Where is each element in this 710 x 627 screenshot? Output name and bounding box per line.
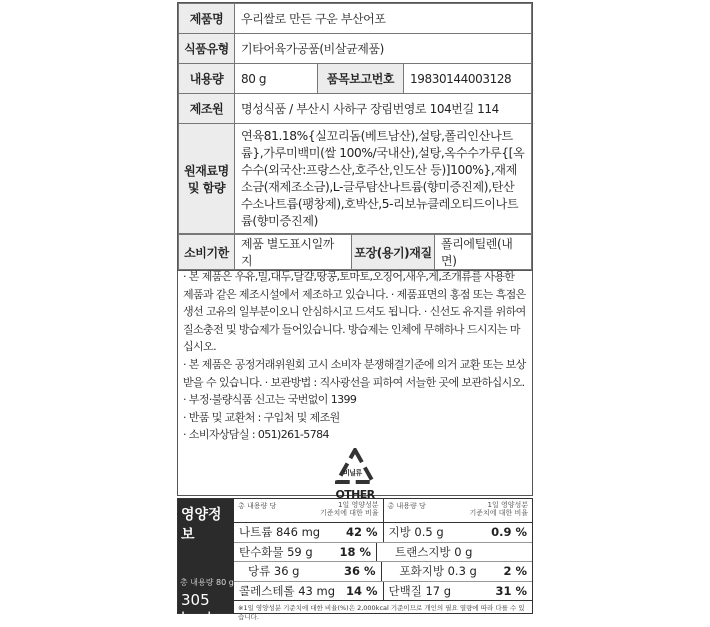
label-packaging: 포장(용기)재질 — [352, 235, 435, 270]
calories: 305 kcal — [181, 591, 212, 627]
nutrient-row: 당류 36 g 36 % — [248, 564, 376, 579]
per-label: 총 내용량 당 — [387, 502, 426, 510]
dv-label: 1일 영양성분 — [338, 501, 379, 509]
expiry: 제품 별도표시일까지 — [235, 235, 352, 270]
ingredients: 연육81.18%{실꼬리돔(베트남산),설탕,폴리인산나트륨},가루미백미(쌀 100%/국내산),설탕,옥수수가루{[옥수수(외국산:프랑스산,호주산,인도산 등)]100%},재제소금(재제조소금),L-글루탐산나트륨(향미증진제),탄산수소나트륨(팽창제),호박산,5-리보뉴클레오티드이나트륨(향미증진제) — [235, 124, 532, 234]
recycle-mark — [183, 448, 527, 504]
label-food-type: 식품유형 — [179, 34, 235, 64]
report-no: 19830144003128 — [404, 64, 532, 94]
label-ingredients: 원재료명 및 함량 — [179, 124, 235, 234]
note: · 소비자상담실 : 051)261-5784 — [183, 428, 329, 442]
dv-label: 기준치에 대한 비율 — [469, 509, 528, 517]
content: 80 g — [235, 64, 318, 94]
label-product-name: 제품명 — [179, 4, 235, 34]
label-manufacturer: 제조원 — [179, 94, 235, 124]
food-type: 기타어육가공품(비살균제품) — [235, 34, 532, 64]
nutrient-row: 트랜스지방 0 g — [376, 543, 532, 562]
note: · 본 제품은 우유,밀,대두,달걀,땅콩,토마토,오징어,새우,게,조개류를 사용한 제품과 같은 제조시설에서 제조하고 있습니다. · 제품표면의 홍점 또는 흑점은 생선 고유의 일부분이오니 안심하시고 드셔도 됩니다. · 신선도 유지를 위하여 질소충전 및 방습제가 들어있습니다. 방습제는 인체에 무해하나 드시지는 마십시오. — [183, 270, 526, 354]
total-amount: 총 내용량 80 g — [180, 578, 234, 587]
nutrition-footnote: ※1일 영양성분 기준치에 대한 비율(%)은 2,000kcal 기준이므로 개인의 필요 열량에 따라 다를 수 있습니다. — [238, 604, 525, 621]
label-expiry: 소비기한 — [179, 235, 235, 270]
nutrient-row: 포화지방 0.3 g 2 % — [381, 562, 533, 581]
recycle-label: OTHER — [335, 487, 375, 501]
note: · 부정·불량식품 신고는 국번없이 1399 — [183, 393, 357, 407]
packaging: 폴리에틸렌(내면) — [435, 235, 532, 270]
nutrient-row: 지방 0.5 g 0.9 % — [383, 523, 533, 542]
label-content: 내용량 — [179, 64, 235, 94]
product-info-table — [177, 2, 533, 271]
label-report-no: 품목보고번호 — [318, 64, 404, 94]
recycle-material: 비닐류 — [343, 468, 362, 477]
nutrition-summary — [178, 499, 234, 627]
nutrient-row: 탄수화물 59 g 18 % — [239, 544, 371, 559]
manufacturer: 명성식품 / 부산시 사하구 장림번영로 104번길 114 — [235, 94, 532, 124]
note: · 본 제품은 공정거래위원회 고시 소비자 분쟁해결기준에 의거 교환 또는 보상 받을 수 있습니다. · 보관방법 : 직사광선을 피하여 서늘한 곳에 보관하십시오. — [183, 357, 526, 389]
per-label: 총 내용량 당 — [238, 502, 277, 510]
note: · 반품 및 교환처 : 구입처 및 제조원 — [183, 410, 340, 424]
product-name: 우리쌀로 만든 구운 부산어포 — [235, 4, 532, 34]
notes-box — [177, 263, 533, 501]
nutrition-title: 영양정보 — [181, 507, 222, 543]
nutrient-row: 나트륨 846 mg 42 % — [239, 525, 378, 540]
recycle-icon — [335, 448, 375, 486]
nutrient-row: 단백질 17 g 31 % — [383, 582, 533, 601]
dv-label: 기준치에 대한 비율 — [319, 509, 379, 517]
nutrient-row: 콜레스테롤 43 mg 14 % — [239, 583, 378, 598]
dv-label: 1일 영양성분 — [487, 501, 528, 509]
nutrition-panel — [177, 498, 533, 627]
